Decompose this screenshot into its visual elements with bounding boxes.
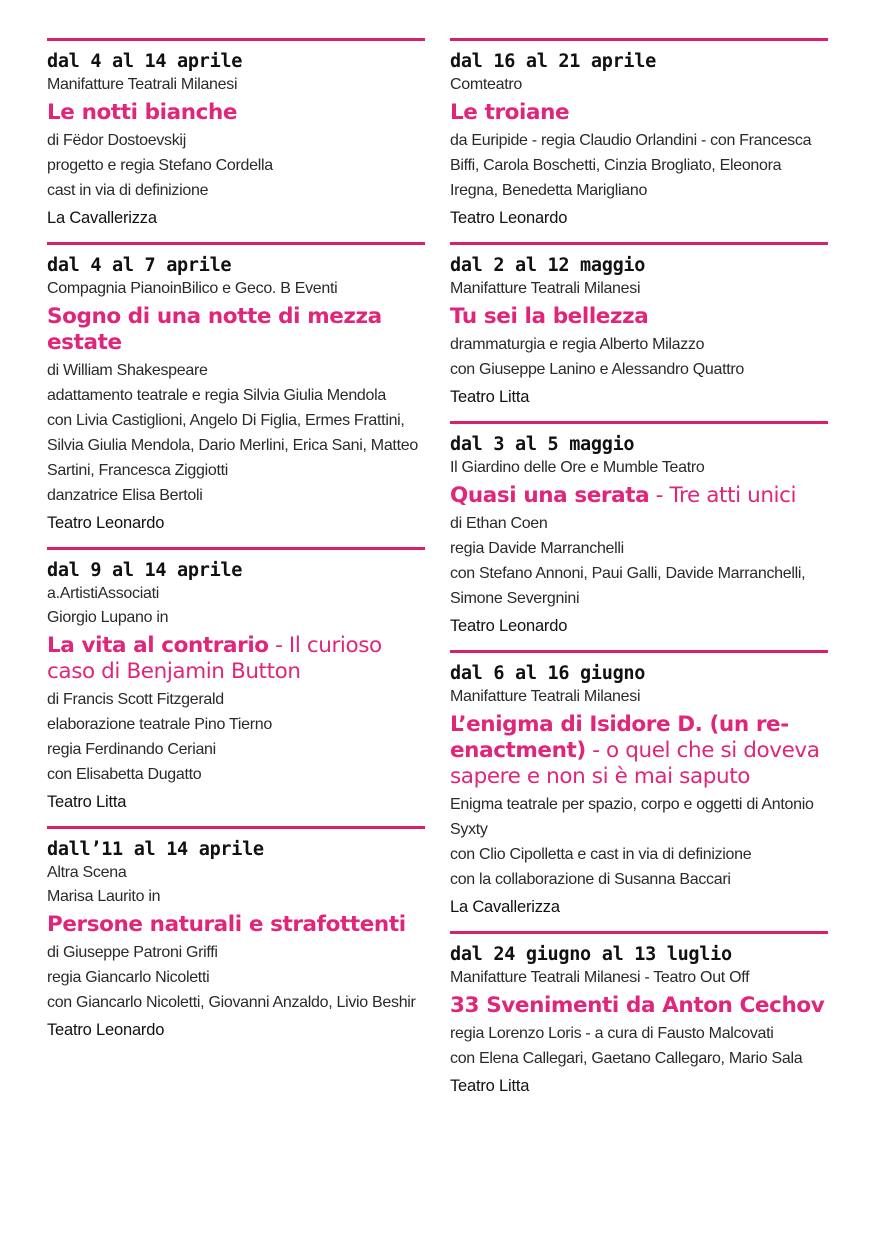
event-detail: cast in via di definizione: [47, 182, 209, 199]
event-venue: Teatro Litta: [450, 1077, 530, 1095]
left-column: [47, 38, 425, 1054]
event-title: [450, 100, 828, 126]
event-dates: dal 6 al 16 giugno: [450, 663, 646, 684]
event-title-main: Quasi una serata: [450, 483, 650, 508]
event-detail: progetto e regia Stefano Cordella: [47, 157, 273, 174]
event-title: [450, 483, 828, 509]
event-detail: con Elisabetta Dugatto: [47, 766, 202, 783]
event-venue: Teatro Leonardo: [450, 209, 568, 227]
event-venue: La Cavallerizza: [47, 209, 157, 227]
event-company: Manifatture Teatrali Milanesi: [450, 688, 641, 705]
event-company: a.ArtistiAssociati: [47, 585, 159, 602]
event-detail: con Stefano Annoni, Paui Galli, Davide Marranchelli, Simone Severgnini: [450, 565, 806, 607]
event-dates: dal 4 al 7 aprile: [47, 255, 232, 276]
event-title: [450, 304, 828, 330]
event-detail: con la collaborazione di Susanna Baccari: [450, 871, 731, 888]
event-title-sub: - Tre atti unici: [649, 483, 797, 508]
right-column: [450, 38, 828, 1110]
event-dates: dal 4 al 14 aprile: [47, 51, 243, 72]
event-venue: Teatro Leonardo: [47, 1021, 165, 1039]
event-detail: regia Ferdinando Ceriani: [47, 741, 216, 758]
event-title: [450, 712, 828, 790]
event-venue: La Cavallerizza: [450, 898, 560, 916]
event-card: [47, 826, 425, 1044]
event-title: [450, 993, 828, 1019]
event-card: [47, 547, 425, 816]
event-detail: Enigma teatrale per spazio, corpo e oggetti di Antonio Syxty: [450, 796, 814, 838]
event-company: Manifatture Teatrali Milanesi: [450, 280, 641, 297]
event-detail: con Livia Castiglioni, Angelo Di Figlia, Ermes Frattini, Silvia Giulia Mendola, Dario Merlini, Erica Sani, Matteo Sartini, Francesca Ziggiotti: [47, 412, 418, 479]
event-title: [47, 100, 425, 126]
event-dates: dal 2 al 12 maggio: [450, 255, 646, 276]
event-detail: da Euripide - regia Claudio Orlandini - con Francesca Biffi, Carola Boschetti, Cinzia Brogliato, Eleonora Iregna, Benedetta Marigliano: [450, 132, 812, 199]
event-company: Il Giardino delle Ore e Mumble Teatro: [450, 459, 705, 476]
event-title: [47, 912, 425, 938]
event-venue: Teatro Leonardo: [450, 617, 568, 635]
event-detail: regia Giancarlo Nicoletti: [47, 969, 210, 986]
event-title: [47, 304, 425, 356]
event-detail: di William Shakespeare: [47, 362, 208, 379]
event-title-main: Sogno di una notte di mezza estate: [47, 304, 382, 355]
event-detail: con Elena Callegari, Gaetano Callegaro, Mario Sala: [450, 1050, 803, 1067]
event-detail: di Francis Scott Fitzgerald: [47, 691, 224, 708]
event-title-main: La vita al contrario: [47, 633, 269, 658]
event-title-main: 33 Svenimenti da Anton Cechov: [450, 993, 825, 1018]
event-detail: di Fëdor Dostoevskij: [47, 132, 186, 149]
event-venue: Teatro Litta: [47, 793, 127, 811]
event-title-main: L’enigma di Isidore D. (un re-enactment): [450, 712, 789, 763]
event-dates: dal 16 al 21 aprile: [450, 51, 656, 72]
event-title-sub: - o quel che si doveva sapere e non si è mai saputo: [450, 738, 820, 789]
event-company: Manifatture Teatrali Milanesi: [47, 76, 238, 93]
event-title-main: Persone naturali e strafottenti: [47, 912, 406, 937]
event-company: Giorgio Lupano in: [47, 609, 169, 626]
event-company: Compagnia PianoinBilico e Geco. B Eventi: [47, 280, 338, 297]
event-card: [450, 421, 828, 640]
event-detail: elaborazione teatrale Pino Tierno: [47, 716, 272, 733]
event-company: Marisa Laurito in: [47, 888, 161, 905]
event-detail: con Giancarlo Nicoletti, Giovanni Anzaldo, Livio Beshir: [47, 994, 416, 1011]
event-card: [47, 38, 425, 232]
event-title-sub: - Il curioso caso di Benjamin Button: [47, 633, 382, 684]
event-detail: regia Davide Marranchelli: [450, 540, 624, 557]
event-dates: dal 3 al 5 maggio: [450, 434, 635, 455]
event-venue: Teatro Leonardo: [47, 514, 165, 532]
event-title: [47, 633, 425, 685]
event-card: [450, 650, 828, 921]
event-title-main: Tu sei la bellezza: [450, 304, 649, 329]
event-company: Altra Scena: [47, 864, 127, 881]
event-detail: adattamento teatrale e regia Silvia Giulia Mendola: [47, 387, 386, 404]
event-detail: di Giuseppe Patroni Griffi: [47, 944, 218, 961]
event-card: [450, 242, 828, 411]
event-detail: regia Lorenzo Loris - a cura di Fausto Malcovati: [450, 1025, 774, 1042]
event-company: Comteatro: [450, 76, 522, 93]
event-detail: drammaturgia e regia Alberto Milazzo: [450, 336, 705, 353]
event-dates: dall’11 al 14 aprile: [47, 839, 264, 860]
event-dates: dal 24 giugno al 13 luglio: [450, 944, 732, 965]
event-venue: Teatro Litta: [450, 388, 530, 406]
event-company: Manifatture Teatrali Milanesi - Teatro Out Off: [450, 969, 750, 986]
event-detail: di Ethan Coen: [450, 515, 548, 532]
event-detail: con Clio Cipolletta e cast in via di definizione: [450, 846, 752, 863]
event-detail: con Giuseppe Lanino e Alessandro Quattro: [450, 361, 744, 378]
event-detail: danzatrice Elisa Bertoli: [47, 487, 203, 504]
event-card: [47, 242, 425, 537]
event-dates: dal 9 al 14 aprile: [47, 560, 243, 581]
event-title-main: Le troiane: [450, 100, 570, 125]
event-card: [450, 931, 828, 1100]
event-card: [450, 38, 828, 232]
event-title-main: Le notti bianche: [47, 100, 238, 125]
